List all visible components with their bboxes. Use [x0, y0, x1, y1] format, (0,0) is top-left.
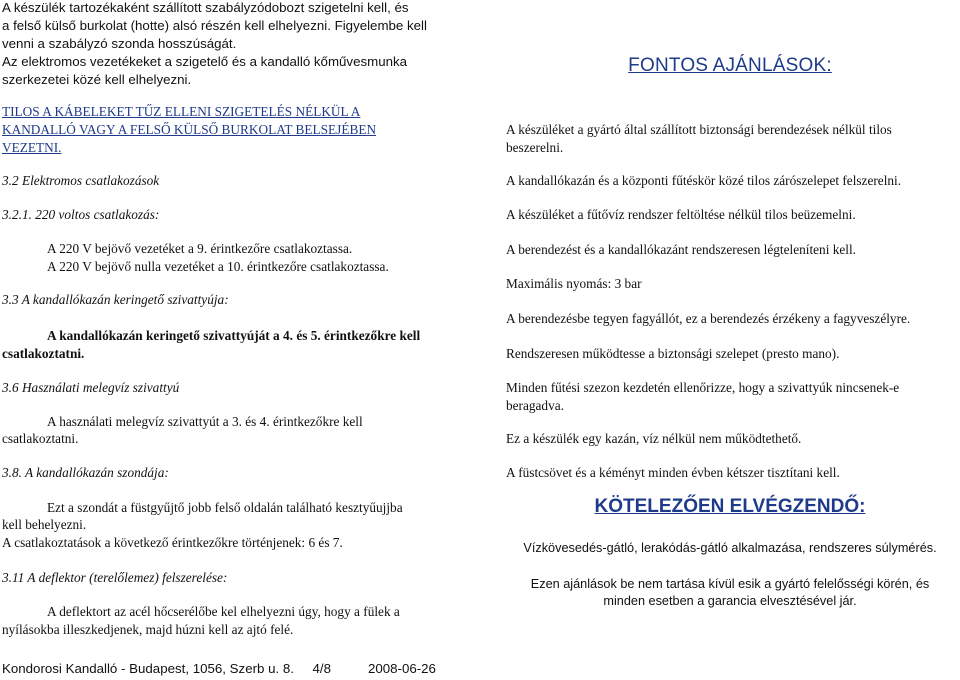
section-3-2-1-title: 3.2.1. 220 voltos csatlakozás:: [2, 207, 160, 222]
recommendation-7: Rendszeresen működtesse a biztonsági szelepet (presto mano).: [506, 346, 840, 361]
intro-line-5: szerkezetei közé kell elhelyezni.: [2, 72, 192, 87]
section-3-8-line-2: kell behelyezni.: [2, 517, 87, 532]
page-footer: [2, 661, 436, 676]
recommendation-1-line-2: beszerelni.: [506, 140, 564, 155]
section-3-3-line-1: A kandallókazán keringető szivattyúját a 4. és 5. érintkezőkre kell: [47, 328, 421, 343]
recommendation-3: A készüléket a fűtővíz rendszer feltöltése nélkül tilos beüzemelni.: [506, 207, 856, 222]
section-3-8-line-1: Ezt a szondát a füstgyűjtő jobb felső oldalán található kesztyűujjba: [47, 500, 403, 515]
footer-page-number: 4/8: [312, 661, 331, 676]
section-3-2-1-line-1: A 220 V bejövő vezetéket a 9. érintkezőre csatlakoztassa.: [47, 241, 353, 256]
section-3-2-title: 3.2 Elektromos csatlakozások: [2, 173, 160, 188]
mandatory-line: Vízkövesedés-gátló, lerakódás-gátló alkalmazása, rendszeres súlymérés.: [523, 541, 937, 555]
recommendation-10: A füstcsövet és a kéményt minden évben kétszer tisztítani kell.: [506, 465, 840, 480]
intro-line-4: Az elektromos vezetékeket a szigetelő és a kandalló kőművesmunka: [2, 54, 408, 69]
section-3-11-line-2: nyílásokba illeszkedjenek, majd húzni kell az ajtó felé.: [2, 622, 294, 637]
disclaimer-line-2: minden esetben a garancia elvesztésével jár.: [603, 594, 857, 608]
section-3-11-title: 3.11 A deflektor (terelőlemez) felszerelése:: [2, 570, 228, 585]
section-3-6-title: 3.6 Használati melegvíz szivattyú: [2, 380, 180, 395]
intro-line-2: a felső külső burkolat (hotte) alsó részén kell elhelyezni. Figyelembe kell: [2, 18, 427, 33]
recommendation-6: A berendezésbe tegyen fagyállót, ez a berendezés érzékeny a fagyveszélyre.: [506, 311, 911, 326]
warning-line-1: TILOS A KÁBELEKET TŰZ ELLENI SZIGETELÉS NÉLKÜL A: [2, 104, 361, 119]
warning-line-2: KANDALLÓ VAGY A FELSŐ KÜLSŐ BURKOLAT BELSEJÉBEN: [2, 122, 377, 137]
section-3-11-line-1: A deflektort az acél hőcserélőbe kel elhelyezni úgy, hogy a fülek a: [47, 604, 400, 619]
recommendation-9: Ez a készülék egy kazán, víz nélkül nem működtethető.: [506, 431, 802, 446]
warning-line-3: VEZETNI.: [2, 140, 62, 155]
mandatory-heading: KÖTELEZŐEN ELVÉGZENDŐ:: [594, 496, 866, 517]
section-3-8-title: 3.8. A kandallókazán szondája:: [2, 465, 169, 480]
recommendations-heading: FONTOS AJÁNLÁSOK:: [628, 55, 832, 76]
section-3-3-line-2: csatlakoztatni.: [2, 346, 85, 361]
disclaimer-line-1: Ezen ajánlások be nem tartása kívül esik a gyártó felelősségi körén, és: [530, 577, 930, 591]
section-3-6-line-2: csatlakoztatni.: [2, 431, 79, 446]
recommendation-1-line-1: A készüléket a gyártó által szállított biztonsági berendezések nélkül tilos: [506, 122, 892, 137]
recommendation-2: A kandallókazán és a központi fűtéskör közé tilos zárószelepet felszerelni.: [506, 173, 902, 188]
recommendation-5: Maximális nyomás: 3 bar: [506, 276, 642, 291]
recommendation-8-line-1: Minden fűtési szezon kezdetén ellenőrizze, hogy a szivattyúk nincsenek-e: [506, 380, 900, 395]
section-3-3-title: 3.3 A kandallókazán keringető szivattyúja:: [2, 292, 229, 307]
intro-line-3: venni a szabályzó szonda hosszúságát.: [2, 36, 237, 51]
intro-line-1: A készülék tartozékaként szállított szabályzódobozt szigetelni kell, és: [2, 0, 409, 15]
section-3-2-1-line-2: A 220 V bejövő nulla vezetéket a 10. érintkezőre csatlakoztassa.: [47, 259, 389, 274]
footer-date: 2008-06-26: [367, 661, 436, 676]
recommendation-4: A berendezést és a kandallókazánt rendszeresen légteleníteni kell.: [506, 242, 856, 257]
section-3-8-line-3: A csatlakoztatások a következő érintkezőkre történjenek: 6 és 7.: [2, 535, 343, 550]
footer-company: Kondorosi Kandalló - Budapest, 1056, Szerb u. 8.: [2, 661, 294, 676]
section-3-6-line-1: A használati melegvíz szivattyút a 3. és 4. érintkezőkre kell: [47, 414, 363, 429]
recommendation-8-line-2: beragadva.: [506, 398, 564, 413]
